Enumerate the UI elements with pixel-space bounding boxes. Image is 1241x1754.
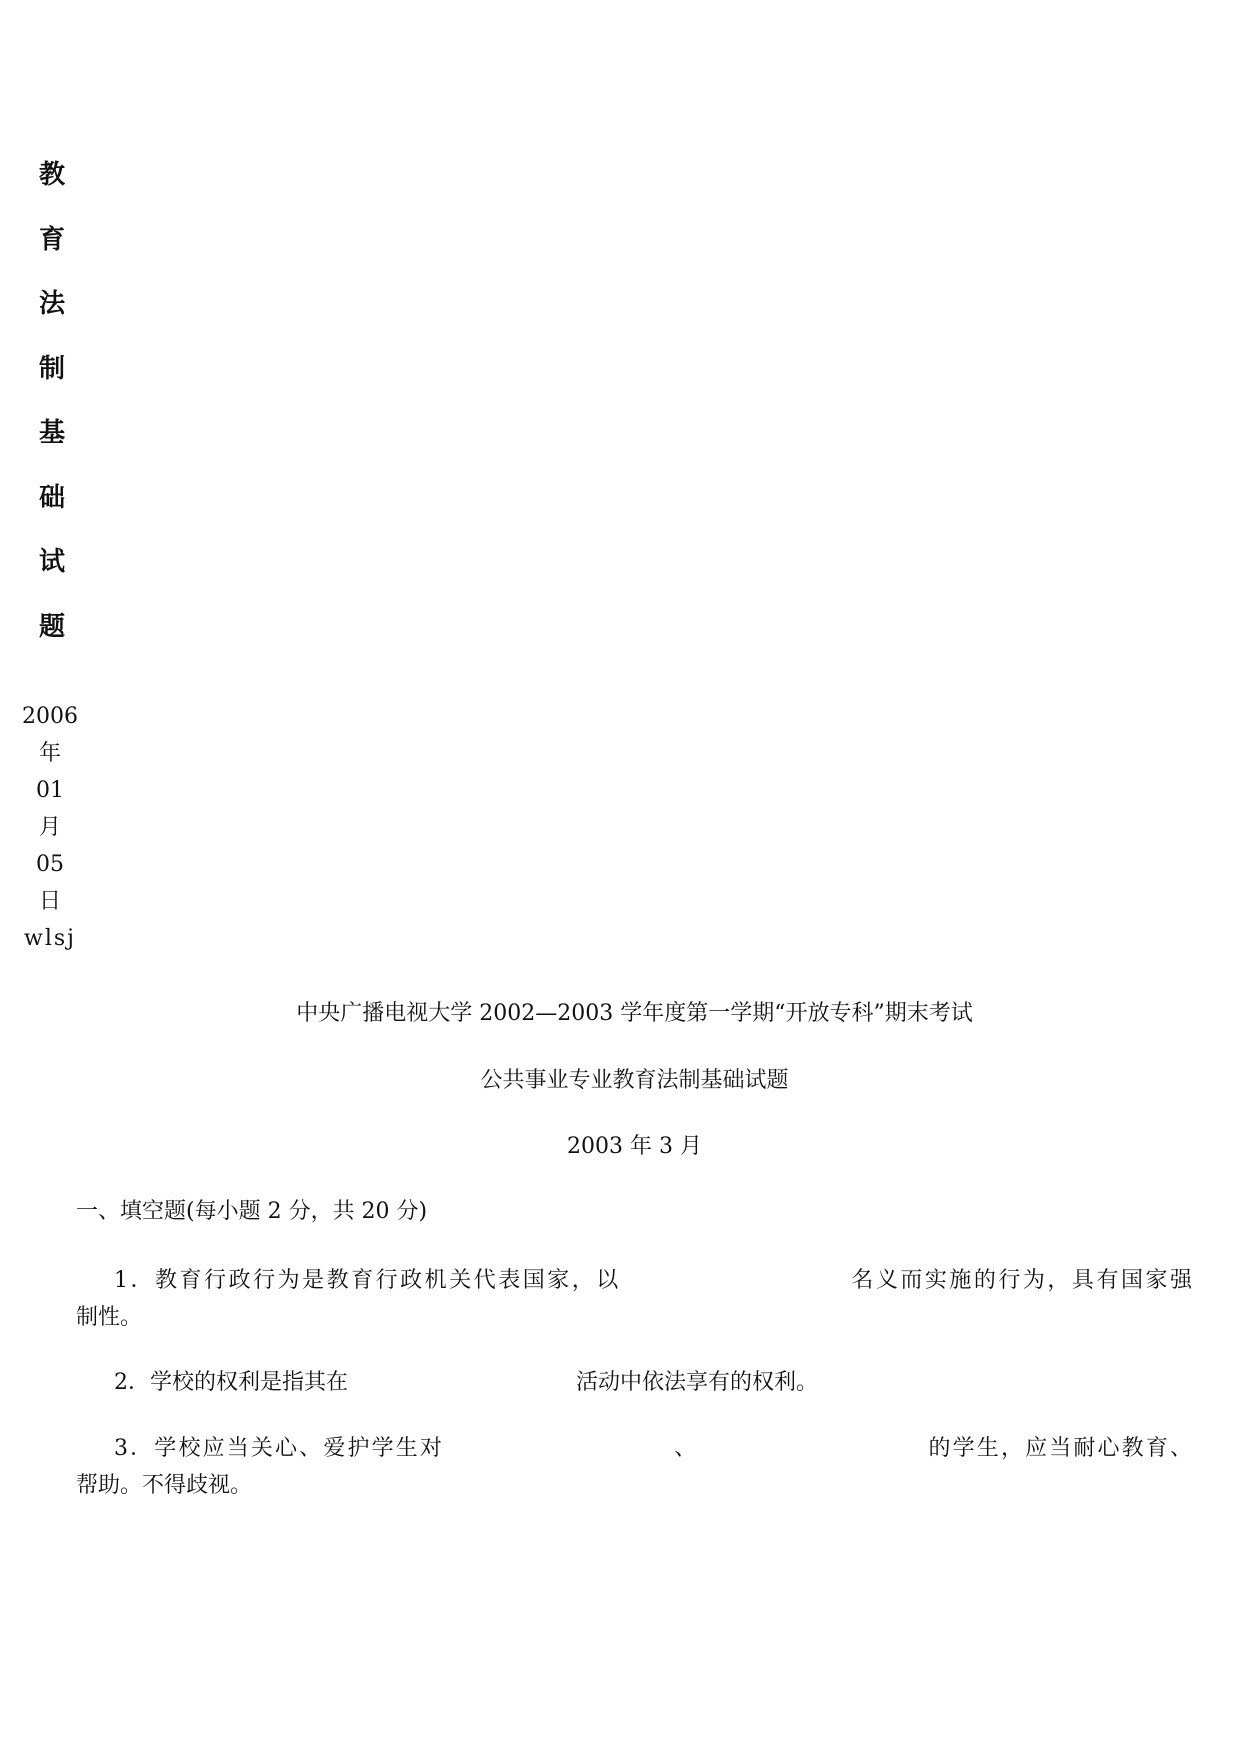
date-month-unit: 月 [38, 815, 61, 840]
date-year-unit: 年 [38, 741, 61, 766]
question-item [76, 1430, 1192, 1504]
exam-header: 中央广播电视大学 2002—2003 学年度第一学期“开放专科”期末考试 [296, 1001, 973, 1026]
question-text: 名义而实施的行为，具有国家强 [848, 1268, 1192, 1293]
date-year: 2006 [22, 704, 78, 729]
vertical-title-char: 试 [38, 547, 65, 577]
vertical-title-char: 教 [38, 160, 65, 190]
question-number: 1． [114, 1268, 156, 1293]
question-item [76, 1364, 1192, 1401]
exam-date: 2003 年 3 月 [567, 1134, 702, 1159]
exam-title: 公共事业专业教育法制基础试题 [480, 1068, 789, 1093]
date-month: 01 [36, 778, 64, 803]
section-heading: 一、填空题(每小题 2 分，共 20 分) [76, 1199, 428, 1224]
question-number: 2． [114, 1370, 150, 1395]
question-text: 学校应当关心、爱护学生对 [154, 1436, 445, 1461]
question-text: 教育行政行为是教育行政机关代表国家，以 [155, 1268, 621, 1293]
vertical-title [36, 160, 68, 676]
vertical-date [22, 702, 78, 961]
question-text: 活动中依法享有的权利。 [576, 1370, 819, 1395]
date-day-unit: 日 [38, 889, 61, 914]
question-continuation: 制性。 [76, 1305, 143, 1330]
question-continuation: 帮助。不得歧视。 [76, 1473, 253, 1498]
question-line [76, 1364, 1192, 1401]
question-text: 、 [672, 1436, 699, 1461]
vertical-title-char: 育 [38, 224, 65, 255]
vertical-title-char: 题 [38, 611, 65, 642]
date-day: 05 [36, 852, 64, 877]
author-tag: wlsj [24, 926, 76, 951]
question-text: 的学生，应当耐心教育、 [926, 1436, 1192, 1461]
question-line [76, 1430, 1192, 1467]
question-text: 学校的权利是指其在 [150, 1370, 349, 1395]
vertical-title-char: 础 [38, 482, 65, 513]
vertical-title-char: 制 [38, 353, 65, 384]
vertical-title-char: 法 [38, 289, 65, 319]
question-item [76, 1262, 1192, 1336]
question-number: 3． [114, 1436, 155, 1461]
vertical-title-char: 基 [38, 418, 65, 448]
question-line [76, 1262, 1192, 1299]
